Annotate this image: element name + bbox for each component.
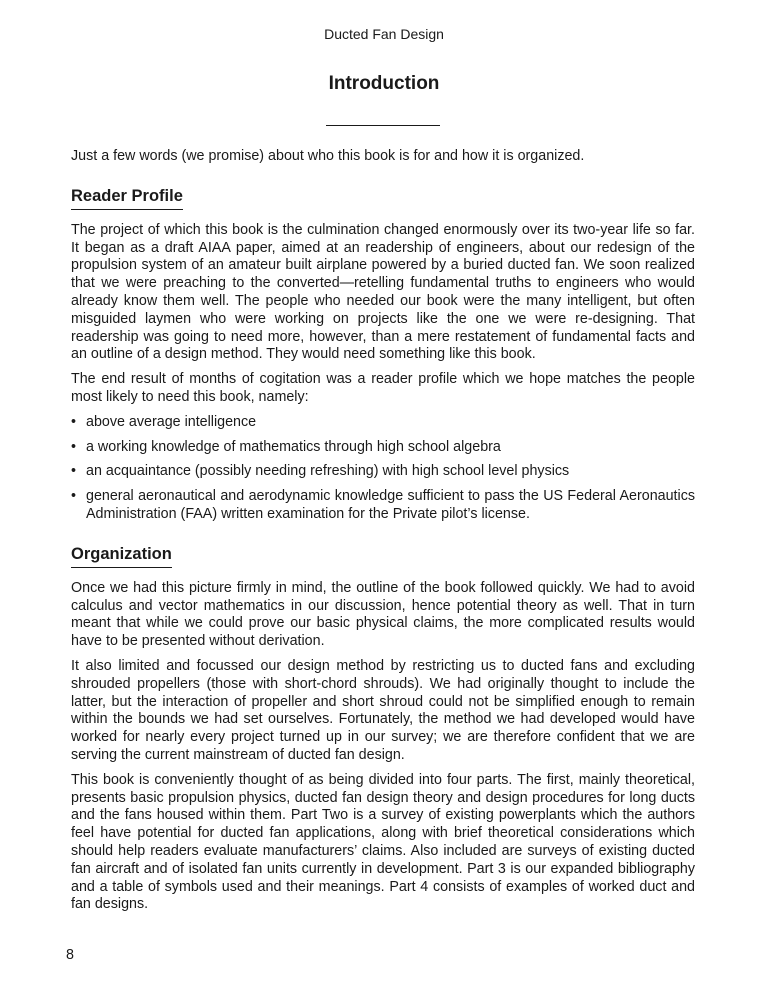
- chapter-title: Introduction: [328, 73, 440, 94]
- reader-profile-heading: Reader Profile: [71, 186, 183, 210]
- bullet-item-mathematics: • a working knowledge of mathematics through high school algebra: [71, 439, 695, 457]
- organization-heading-wrap: [71, 544, 695, 568]
- organization-heading: Organization: [71, 544, 172, 568]
- reader-profile-heading-wrap: [71, 186, 695, 210]
- title-underline-rule: [326, 125, 440, 126]
- reader-profile-paragraph-2: The end result of months of cogitation was a reader profile which we hope matches the people most likely to need this book, namely:: [71, 371, 695, 405]
- organization-paragraph-3: This book is conveniently thought of as being divided into four parts. The first, mainly theoretical, presents basic propulsion physics, ducted fan design theory and design procedures for long ducts and the fans housed within them. Part Two is a survey of existing powerplants which the authors feel have potential for ducted fan applications, along with brief theoretical considerations which should help readers evaluate manufacturers’ claims. Also included are surveys of existing ducted fan aircraft and of isolated fan units currently in development. Part 3 is our expanded bibliography and a table of symbols used and their meanings. Part 4 consists of examples of worked duct and fan designs.: [71, 771, 695, 913]
- reader-profile-paragraph-1: The project of which this book is the culmination changed enormously over its two-year life so far. It began as a draft AIAA paper, aimed at an readership of engineers, about our redesign of the propulsion system of an amateur built airplane powered by a buried ducted fan. We soon realized that we were preaching to the converted—retelling fundamental truths to engineers who would already know them well. The people who needed our book were the many intelligent, but often misguided laymen who were working on projects like the one we were re-designing. That readership was going to need more, however, than a mere restatement of fundamental facts and an outline of a design method. They would need something like this book.: [71, 221, 695, 363]
- organization-paragraph-2: It also limited and focussed our design method by restricting us to ducted fans and excluding shrouded propellers (those with short-chord shrouds). We had originally thought to include the latter, but the interaction of propeller and short shroud could not be simplified enough to remain within the bounds we had set ourselves. Fortunately, the method we had developed would have worked for nearly every project turned up in our survey; we are therefore confident that we are serving the current mainstream of ducted fan design.: [71, 657, 695, 763]
- bullet-item-physics: • an acquaintance (possibly needing refreshing) with high school level physics: [71, 463, 695, 481]
- page-body: [71, 148, 695, 921]
- reader-profile-bullet-list: [71, 414, 695, 524]
- organization-paragraph-1: Once we had this picture firmly in mind, the outline of the book followed quickly. We had to avoid calculus and vector mathematics in our discussion, hence potential theory as well. That in turn meant that while we could prove our basic physical claims, the more complicated results would have to be presented without derivation.: [71, 579, 695, 650]
- intro-paragraph: Just a few words (we promise) about who this book is for and how it is organized.: [71, 148, 585, 164]
- page-number: 8: [66, 947, 74, 963]
- bullet-item-intelligence: • above average intelligence: [71, 414, 695, 432]
- bullet-item-aeronautical-knowledge: • general aeronautical and aerodynamic knowledge sufficient to pass the US Federal Aeronautics Administration (FAA) written examination for the Private pilot’s license.: [71, 488, 695, 524]
- running-header: Ducted Fan Design: [324, 26, 444, 42]
